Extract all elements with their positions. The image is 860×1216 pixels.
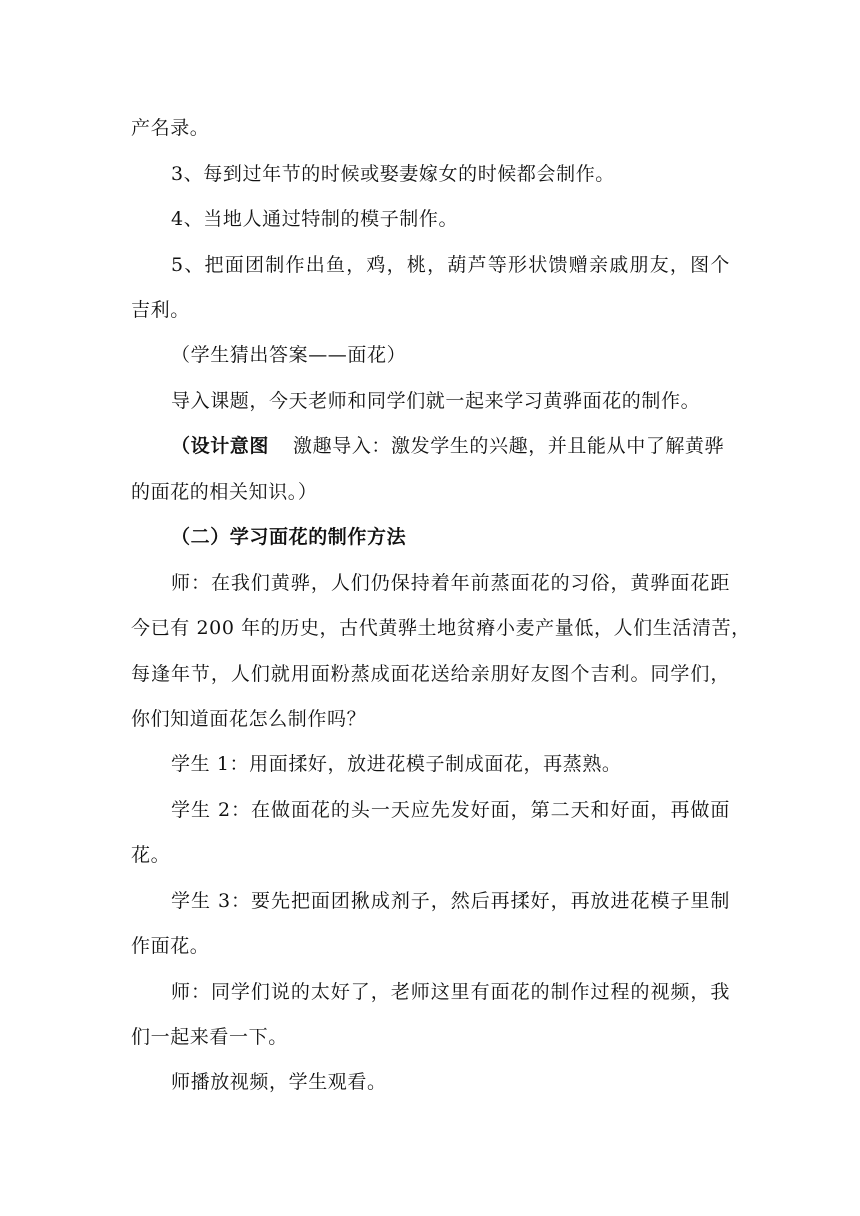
text-line bbox=[131, 616, 751, 640]
text-line-content: 师：在我们黄骅，人们仍保持着年前蒸面花的习俗，黄骅面花距 bbox=[171, 572, 730, 594]
text-line-content: 每逢年节，人们就用面粉蒸成面花送给亲朋好友图个吉利。同学们， bbox=[131, 663, 730, 685]
text-line: 你们知道面花怎么制作吗？ bbox=[131, 708, 367, 730]
text-line: 4、当地人通过特制的模子制作。 bbox=[171, 208, 459, 230]
text-line bbox=[171, 571, 730, 595]
text-line-content: 学生 2：在做面花的头一天应先发好面，第二天和好面，再做面 bbox=[171, 799, 730, 821]
text-line: 的面花的相关知识。） bbox=[131, 481, 318, 503]
text-line bbox=[171, 798, 730, 822]
text-line: （学生猜出答案——面花） bbox=[171, 344, 407, 366]
text-line bbox=[171, 889, 730, 913]
text-line: 花。 bbox=[131, 844, 171, 866]
text-line bbox=[171, 434, 724, 458]
text-line-content: 5、把面团制作出鱼，鸡，桃，葫芦等形状馈赠亲戚朋友，图个 bbox=[171, 254, 730, 276]
text-line: 产名录。 bbox=[131, 117, 210, 139]
text-line: 3、每到过年节的时候或娶妻嫁女的时候都会制作。 bbox=[171, 163, 615, 185]
text-line: 吉利。 bbox=[131, 299, 190, 321]
text-line: 作面花。 bbox=[131, 935, 210, 957]
text-line: 师播放视频，学生观看。 bbox=[171, 1071, 387, 1093]
text-line bbox=[171, 253, 730, 277]
text-line-content: 学生 3：要先把面团揪成剂子，然后再揉好，再放进花模子里制 bbox=[171, 890, 730, 912]
text-line bbox=[171, 980, 730, 1004]
text-line: 学生 1：用面揉好，放进花模子制成面花，再蒸熟。 bbox=[171, 753, 622, 775]
text-line-content: 师：同学们说的太好了，老师这里有面花的制作过程的视频，我 bbox=[171, 981, 730, 1003]
text-line-content: 今已有 200 年的历史，古代黄骅土地贫瘠小麦产量低，人们生活清苦， bbox=[131, 617, 751, 639]
text-line: 导入课题，今天老师和同学们就一起来学习黄骅面花的制作。 bbox=[171, 390, 701, 412]
text-line bbox=[131, 662, 730, 686]
design-intent-label: （设计意图 bbox=[171, 435, 270, 457]
design-intent-text: 激趣导入：激发学生的兴趣，并且能从中了解黄骅 bbox=[293, 435, 725, 457]
section-heading: （二）学习面花的制作方法 bbox=[171, 526, 407, 548]
text-line: 们一起来看一下。 bbox=[131, 1026, 288, 1048]
